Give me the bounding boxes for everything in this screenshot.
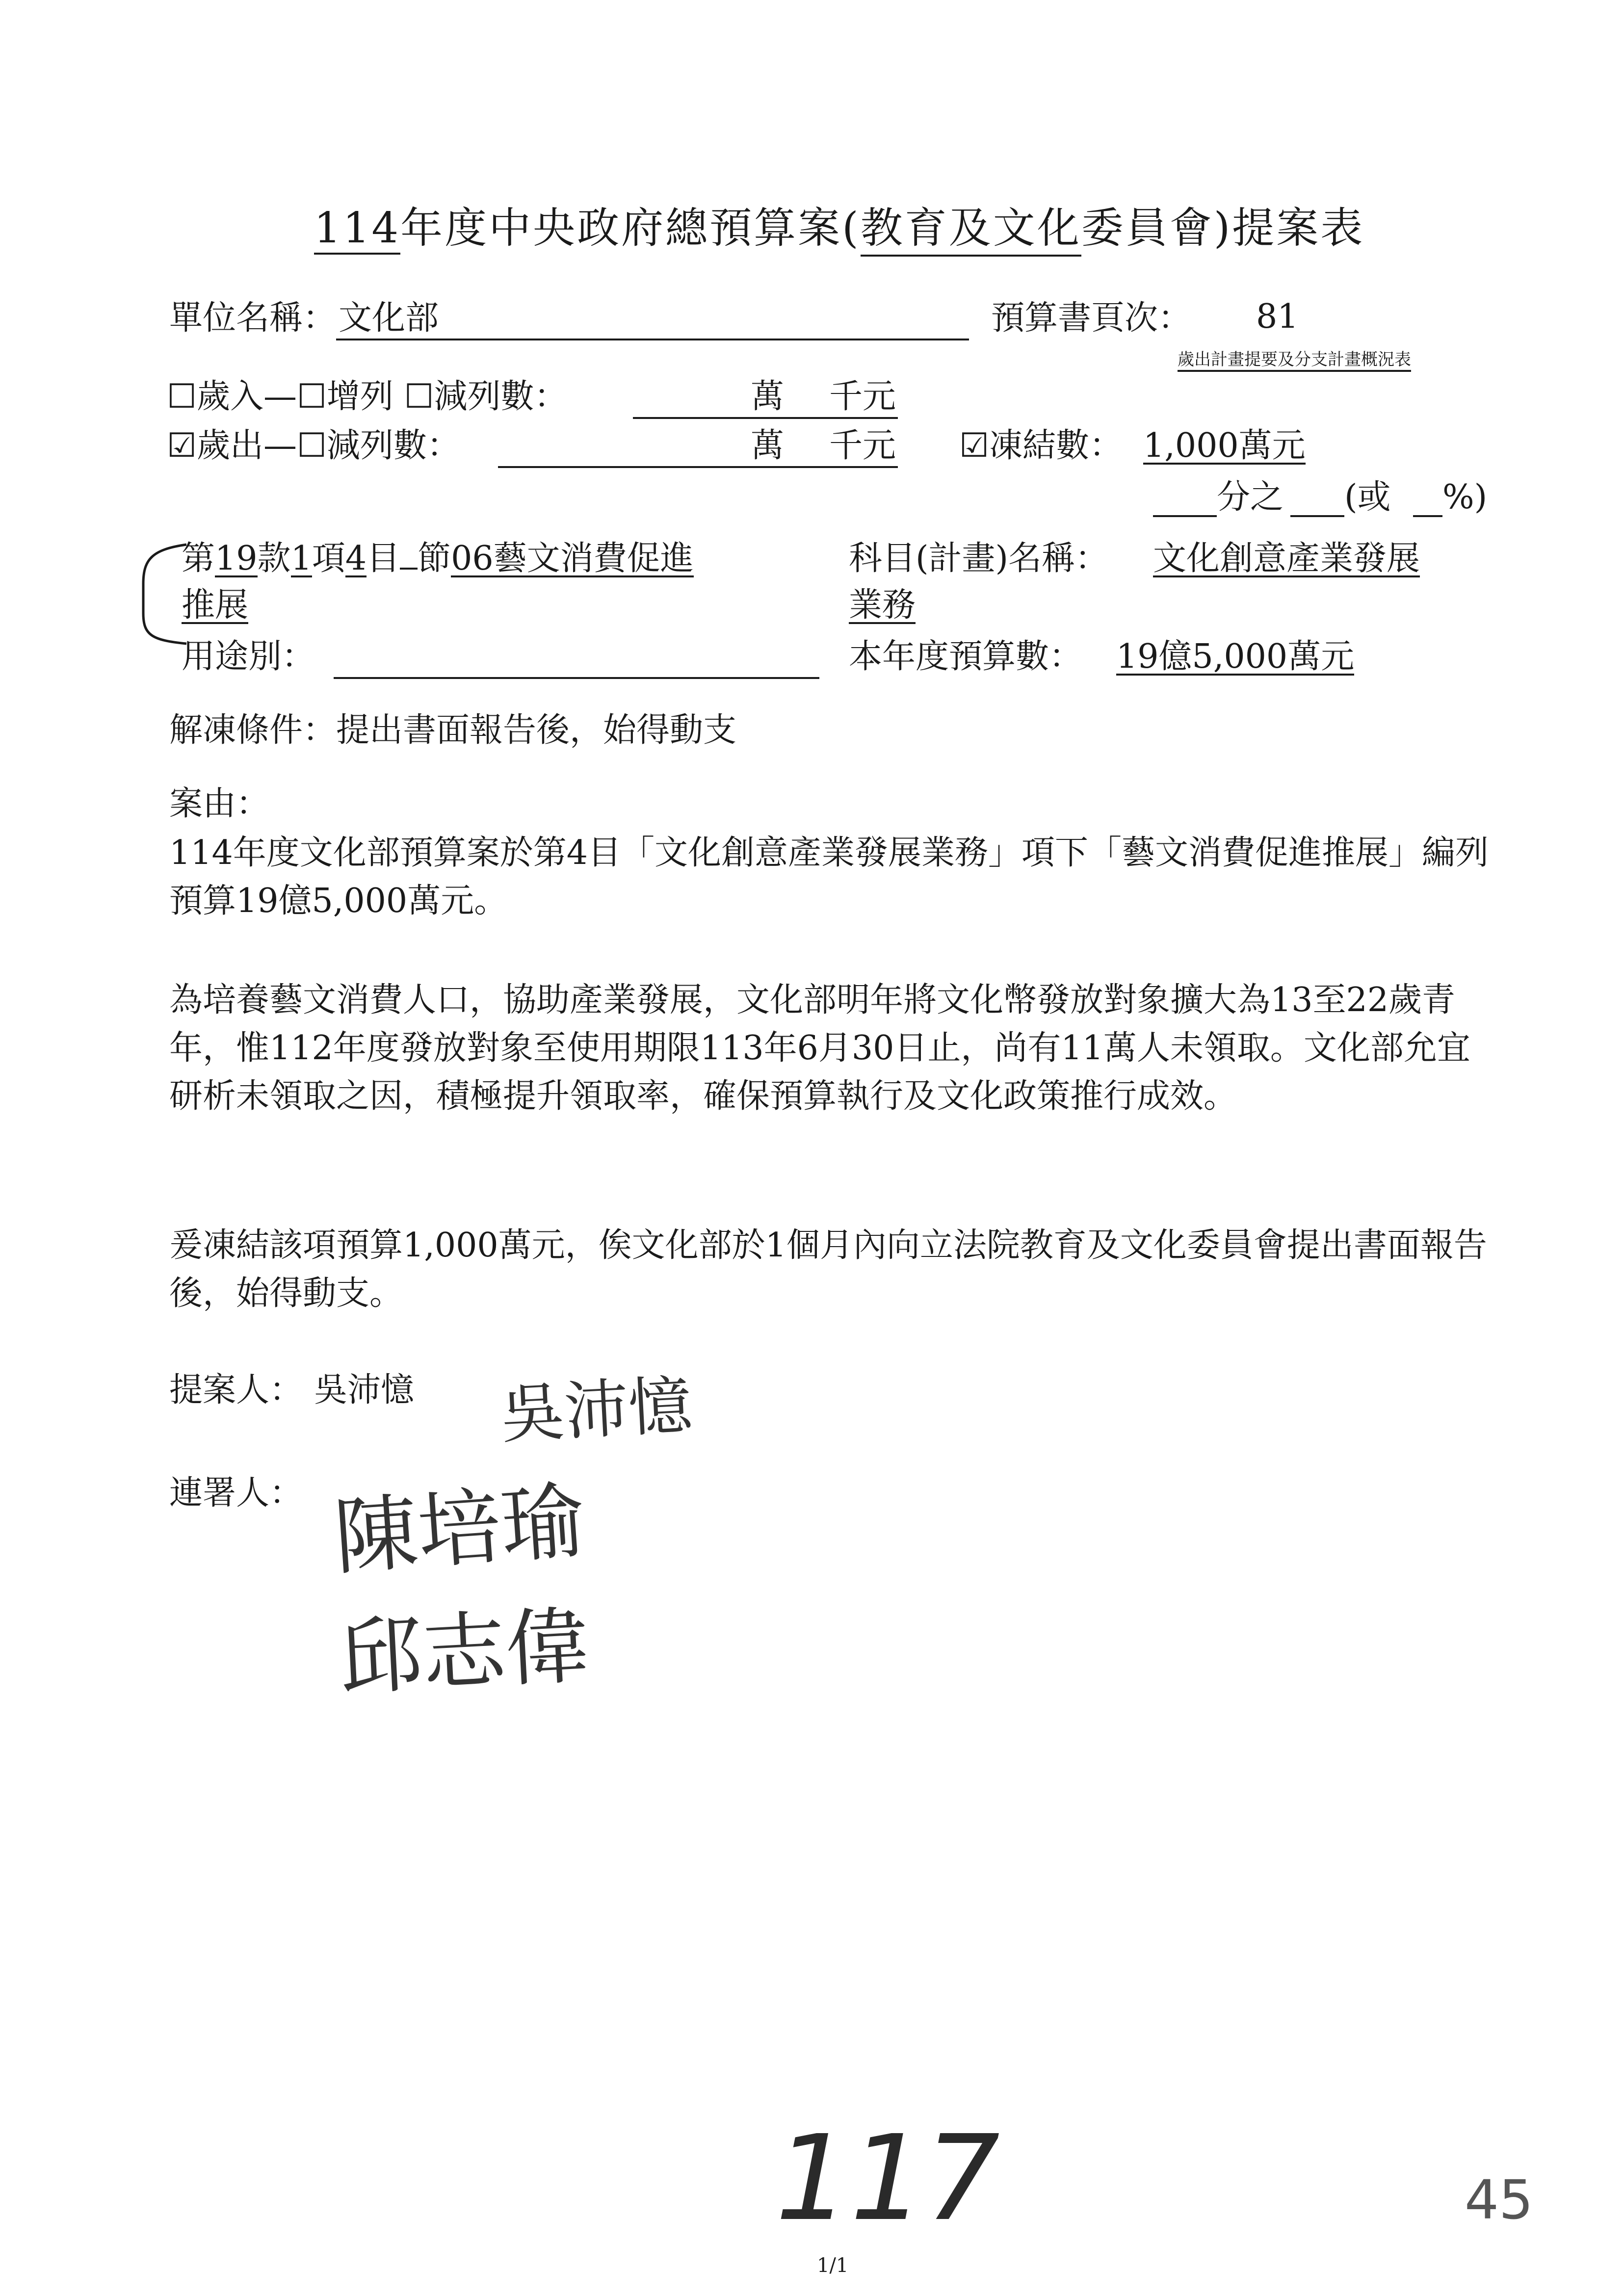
cosigner-signature-1: 陳培瑜 [331, 1472, 588, 1587]
expenditure-line: ☑歲出—☐減列數： [167, 426, 460, 465]
unit-label: 單位名稱： [169, 299, 337, 338]
fraction-part1: 分之 [1217, 478, 1284, 517]
budget-value: 19億5,000萬元 [1116, 637, 1355, 676]
subject-line-2: 業務 [849, 586, 916, 625]
usage-underline [334, 677, 819, 679]
case-label: 案由： [169, 784, 270, 823]
case-paragraph-2: 為培養藝文消費人口，協助產業發展，文化部明年將文化幣發放對象擴大為13至22歲青年，惟112年度發放對象至使用期限113年6月30日止，尚有11萬人未領取。文化部允宜研析未領取之因，積極提升領取率，確保預算執行及文化政策推行成效。 [169, 981, 1470, 1116]
expenditure-wan: 萬 [751, 426, 785, 465]
freeze-value: 1,000萬元 [1143, 426, 1306, 465]
cosigner-signature-2: 邱志偉 [336, 1597, 592, 1708]
title-year: 114 [314, 204, 400, 255]
page-footer: 1/1 [817, 2254, 849, 2277]
fraction-part2: (或 [1344, 478, 1391, 517]
case-paragraph-1: 114年度文化部預算案於第4目「文化創意產業發展業務」項下「藝文消費促進推展」編列預算19億5,000萬元。 [169, 834, 1489, 920]
fraction-part3: %) [1442, 478, 1488, 517]
fraction-blank-3 [1413, 515, 1442, 517]
revenue-qian-yuan: 千元 [829, 377, 896, 416]
budget-page-note: 歲出計畫提要及分支計畫概況表 [1178, 346, 1411, 372]
title-part2: 委員會)提案表 [1081, 204, 1365, 253]
item-line-1: 第19款1項4目 節06藝文消費促進 [182, 539, 694, 578]
proposer-label: 提案人： [169, 1371, 303, 1409]
case-paragraph-3: 爰凍結該項預算1,000萬元，俟文化部於1個月內向立法院教育及文化委員會提出書面報告後，始得動支。 [169, 1226, 1487, 1313]
item-line-2: 推展 [182, 586, 249, 625]
expenditure-underline [498, 466, 898, 468]
proposer-name: 吳沛憶 [314, 1371, 415, 1409]
handwritten-page-number: 117 [775, 2110, 1000, 2247]
fraction-blank-1 [1153, 515, 1217, 517]
revenue-wan: 萬 [751, 377, 785, 416]
title-part1: 年度中央政府總預算案( [400, 204, 861, 253]
freeze-label: ☑凍結數： [959, 426, 1123, 465]
page-title [314, 194, 1364, 257]
subject-label: 科目(計畫)名稱： [849, 539, 1109, 578]
unit-value: 文化部 [339, 299, 439, 338]
proposer-signature: 吳沛憶 [498, 1367, 694, 1453]
cosigner-label: 連署人： [169, 1474, 303, 1513]
budget-label: 本年度預算數： [849, 637, 1083, 676]
budget-page-label: 預算書頁次： [991, 299, 1192, 338]
expenditure-qian-yuan: 千元 [829, 426, 896, 465]
revenue-line: ☐歲入—☐增列 ☐減列數： [167, 377, 568, 416]
subject-line-1: 文化創意產業發展 [1153, 539, 1420, 578]
title-committee: 教育及文化 [861, 194, 1081, 257]
fraction-blank-2 [1290, 515, 1344, 517]
revenue-underline [633, 417, 898, 419]
unit-underline [336, 339, 969, 340]
budget-page-value: 81 [1256, 297, 1299, 336]
handwritten-corner-number: 45 [1465, 2168, 1533, 2231]
release-condition: 解凍條件：提出書面報告後，始得動支 [169, 711, 737, 750]
usage-label: 用途別： [182, 637, 315, 676]
